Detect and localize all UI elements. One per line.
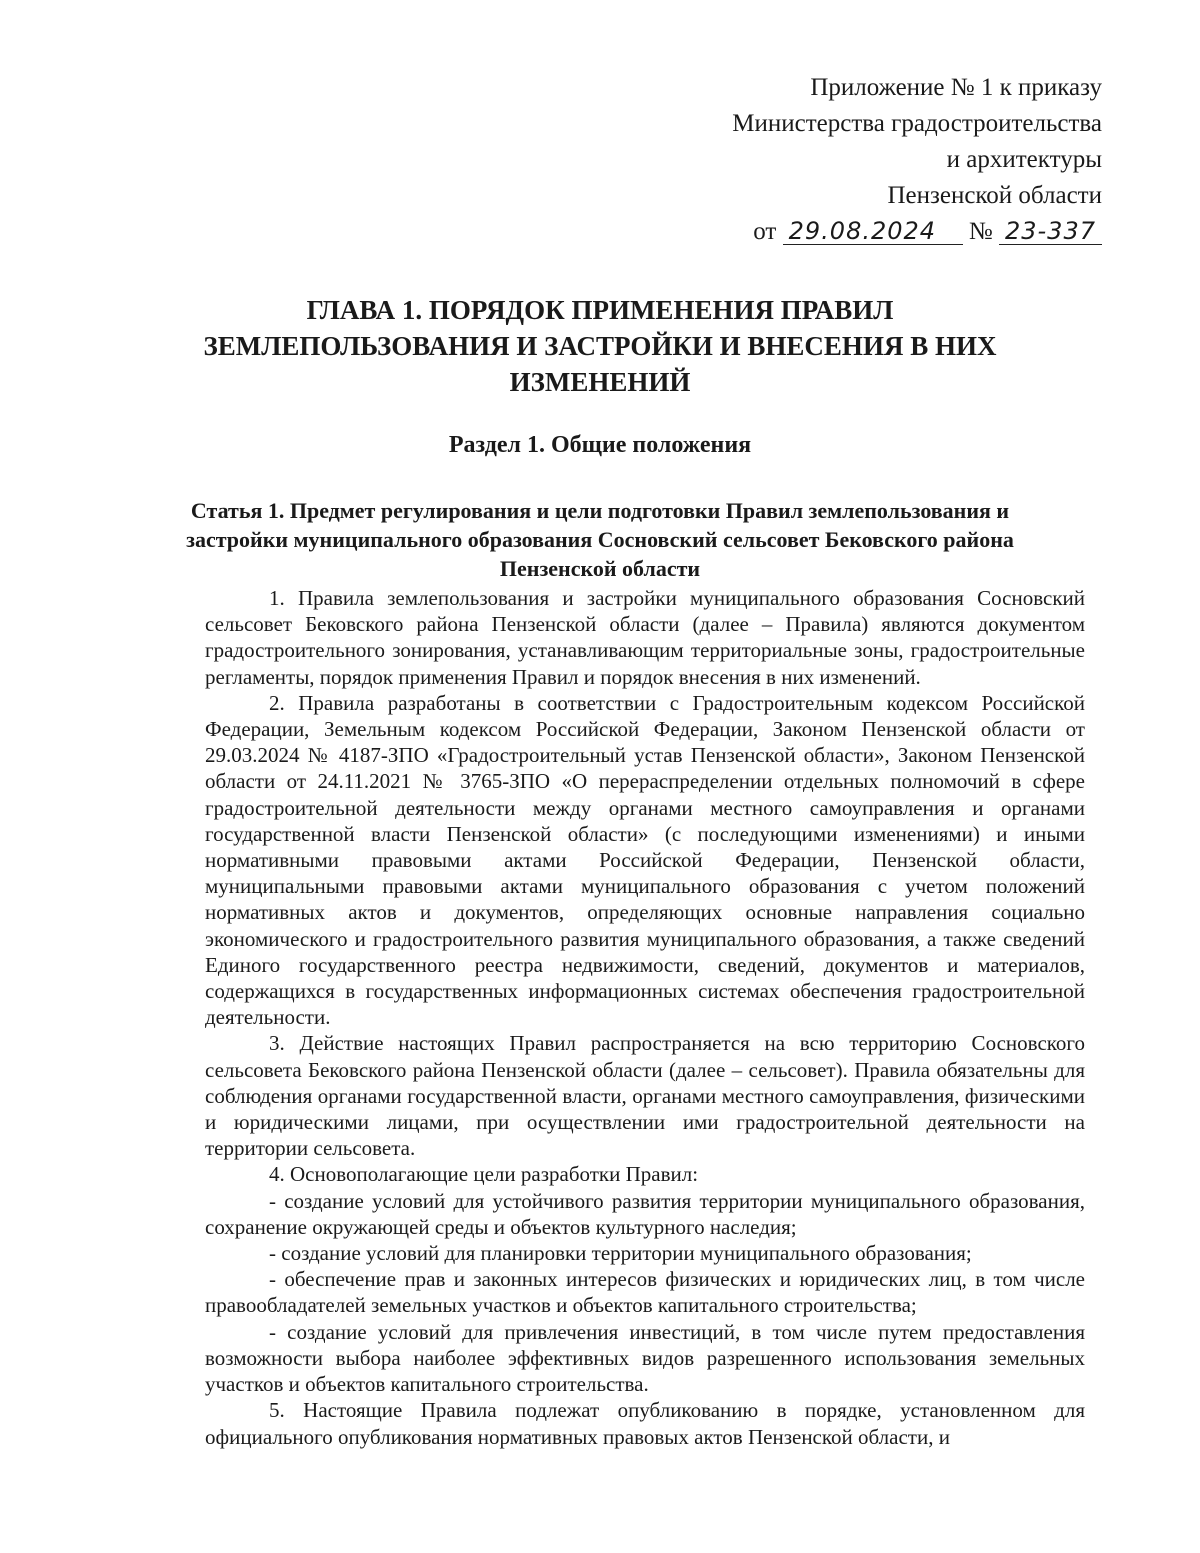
paragraph-3: 3. Действие настоящих Правил распространяется на всю территорию Сосновского сельсовета Бековского района Пензенской области (далее – сельсовет). Правила обязательны для соблюдения органами государственной власти, органами местного самоуправления, физическими и юридическими лицами, при осуществлении ими градостроительной деятельности на территории сельсовета. — [205, 1031, 1085, 1161]
from-label: от — [753, 218, 777, 245]
article-title: Статья 1. Предмет регулирования и цели подготовки Правил землепользования и застройки муниципального образования Сосновский сельсовет Бековского района Пензенской области — [186, 498, 1014, 581]
list-item-1: - создание условий для устойчивого развития территории муниципального образования, сохранение окружающей среды и объектов культурного наследия; — [205, 1188, 1085, 1239]
list-item-4: - создание условий для привлечения инвестиций, в том числе путем предоставления возможности выбора наиболее эффективных видов разрешенного использования земельных участков и объектов капитального строительства. — [205, 1319, 1085, 1397]
paragraph-4: 4. Основополагающие цели разработки Правил: — [269, 1162, 699, 1187]
list-item-3: - обеспечение прав и законных интересов физических и юридических лиц, в том числе правообладателей земельных участков и объектов капитального строительства; — [205, 1267, 1085, 1318]
header-line-1: Приложение № 1 к приказу — [810, 74, 1102, 101]
list-item-2: - создание условий для планировки территории муниципального образования; — [269, 1241, 972, 1266]
header-line-4: Пензенской области — [887, 182, 1102, 209]
section-title: Раздел 1. Общие положения — [448, 432, 752, 458]
paragraph-1: 1. Правила землепользования и застройки муниципального образования Сосновский сельсовет Бековского района Пензенской области (далее – Правила) являются документом градостроительного зонирования, устанавливающим территориальные зоны, градостроительные регламенты, порядок применения Правил и порядок внесения в них изменений. — [205, 586, 1085, 689]
header-line-3: и архитектуры — [946, 146, 1102, 173]
document-body — [205, 585, 1085, 1450]
number-label: № — [968, 218, 993, 245]
attachment-header — [732, 70, 1102, 250]
header-date-line — [732, 214, 1102, 250]
handwritten-date: 29.08.2024 — [783, 218, 963, 245]
chapter-title: ГЛАВА 1. ПОРЯДОК ПРИМЕНЕНИЯ ПРАВИЛ ЗЕМЛЕПОЛЬЗОВАНИЯ И ЗАСТРОЙКИ И ВНЕСЕНИЯ В НИХ ИЗМЕНЕНИЙ — [203, 295, 997, 397]
paragraph-2: 2. Правила разработаны в соответствии с Градостроительным кодексом Российской Федерации, Земельным кодексом Российской Федерации, Законом Пензенской области от 29.03.2024 № 4187-ЗПО «Градостроительный устав Пензенской области», Законом Пензенской области от 24.11.2021 № 3765-ЗПО «О перераспределении отдельных полномочий в сфере градостроительной деятельности между органами местного самоуправления и органами государственной власти Пензенской области» (с последующими изменениями) и иными нормативными правовыми актами Российской Федерации, Пензенской области, муниципальными правовыми актами муниципального образования с учетом положений нормативных актов и документов, определяющих основные направления социально экономического и градостроительного развития муниципального образования, а также сведений Единого государственного реестра недвижимости, сведений, документов и материалов, содержащихся в государственных информационных системах обеспечения градостроительной деятельности. — [205, 690, 1085, 1030]
handwritten-number: 23-337 — [999, 218, 1102, 245]
header-line-2: Министерства градостроительства — [732, 110, 1102, 137]
paragraph-5: 5. Настоящие Правила подлежат опубликованию в порядке, установленном для официального опубликования нормативных правовых актов Пензенской области, и — [205, 1398, 1085, 1449]
